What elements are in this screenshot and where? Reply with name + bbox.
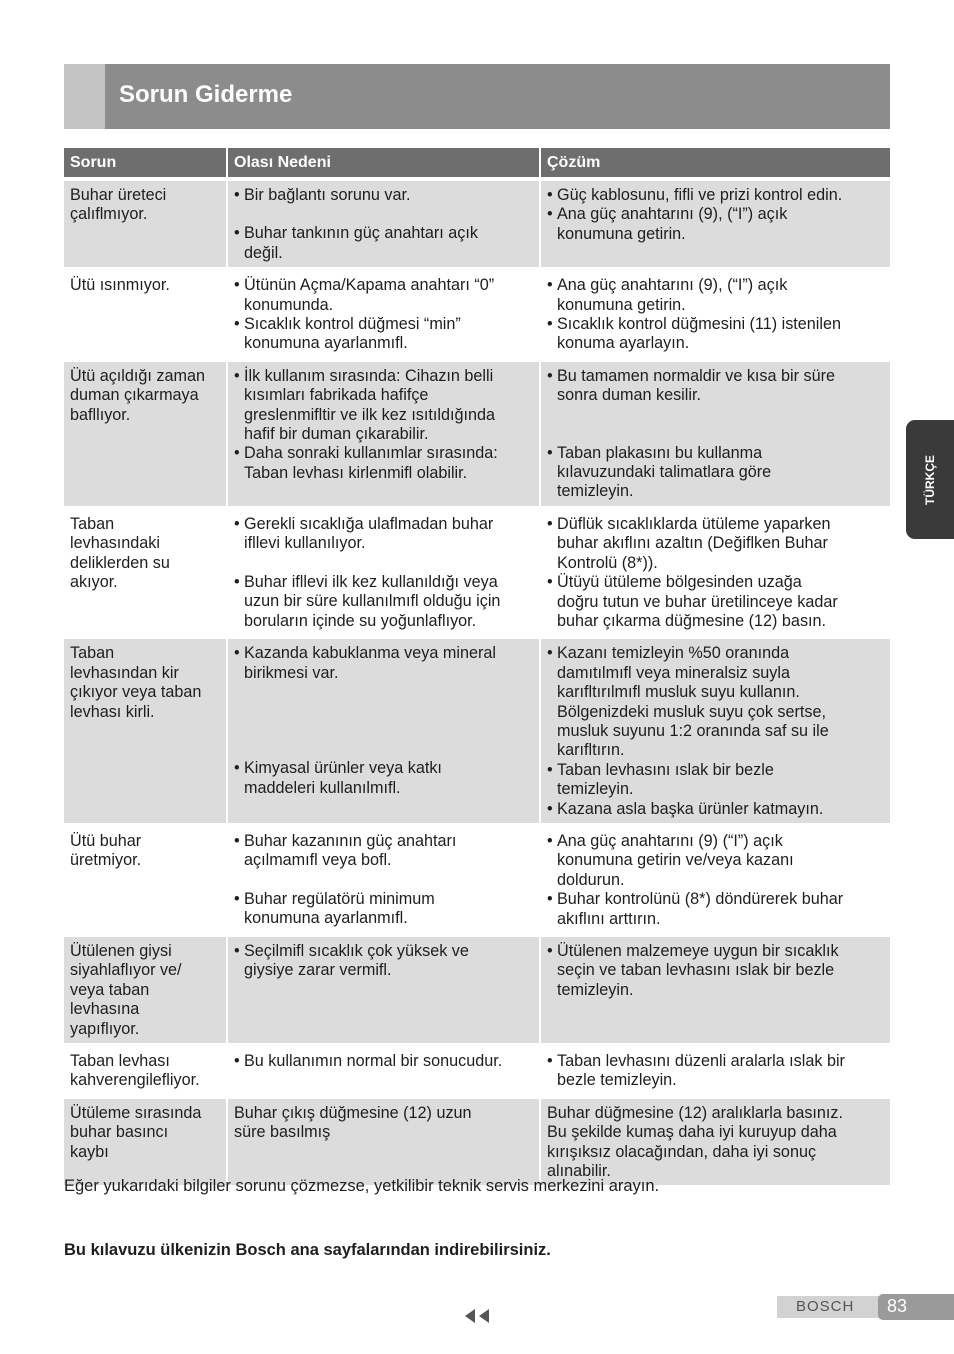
- cell-line: • Güç kablosunu, fifli ve prizi kontrol edin.: [557, 186, 843, 204]
- cell-line: Ütülenen giysi: [70, 942, 172, 960]
- cell-line: doldurun.: [557, 870, 625, 889]
- cell-line: Bu şekilde kumaş daha iyi kuruyup daha: [547, 1123, 837, 1142]
- cell-line: kırışıksız olacağından, daha iyi sonuç: [547, 1142, 817, 1161]
- cell-line: damıtılmıfl veya mineralsiz suyla: [557, 663, 790, 682]
- cause-cell: [227, 360, 540, 508]
- bullet-item: [547, 367, 884, 406]
- cell-line: • Daha sonraki kullanımlar sırasında:: [244, 444, 498, 463]
- cell-line: Taban levhası kirlenmifl olabilir.: [244, 463, 468, 482]
- cell-line: Taban: [70, 644, 115, 663]
- cell-line: karıfltırılmıfl musluk suyu kullanın.: [557, 683, 800, 702]
- cause-cell: [227, 1097, 540, 1186]
- cell-line: alınabilir.: [547, 1162, 611, 1181]
- cell-line: • Seçilmifl sıcaklık çok yüksek ve: [244, 942, 469, 960]
- cell-line: konumunda.: [244, 295, 334, 314]
- bullet-item: [234, 186, 533, 205]
- cause-cell: [227, 179, 540, 269]
- bullet-item: [547, 315, 884, 354]
- cell-line: akıflını arttırın.: [557, 909, 661, 928]
- cell-line: ifllevi kullanılıyor.: [244, 534, 366, 553]
- cell-line: bafllıyor.: [70, 405, 131, 424]
- cell-line: kahverengilefliyor.: [70, 1071, 200, 1090]
- solution-cell: [540, 508, 890, 637]
- bullet-item: [234, 444, 533, 483]
- cell-line: uzun bir süre kullanılmıfl olduğu için: [244, 592, 501, 611]
- cell-line: temizleyin.: [557, 980, 634, 999]
- cell-line: birikmesi var.: [244, 663, 339, 682]
- solution-cell: [540, 1097, 890, 1186]
- brand-footer-bar: [777, 1296, 954, 1318]
- cell-line: konumuna getirin ve/veya kazanı: [557, 851, 794, 870]
- cell-line: kaybı: [70, 1142, 109, 1161]
- cell-line: konumuna ayarlanmıfl.: [244, 334, 408, 353]
- bullet-item: [234, 515, 533, 554]
- cell-line: • Kimyasal ürünler veya katkı: [244, 759, 442, 778]
- problem-cell: [64, 1045, 227, 1097]
- cell-line: sonra duman kesilir.: [557, 386, 701, 405]
- cell-line: • Bu tamamen normaldir ve kısa bir süre: [557, 366, 835, 385]
- solution-cell: [540, 825, 890, 935]
- solution-cell: [540, 1045, 890, 1097]
- page-number: 83: [887, 1296, 908, 1316]
- bullet-item: [234, 573, 533, 631]
- table-row: [64, 1097, 890, 1186]
- problem-cell: [64, 360, 227, 508]
- bullet-item: [547, 573, 884, 631]
- bullet-item: [547, 186, 884, 205]
- table-row: [64, 637, 890, 825]
- table-row: [64, 825, 890, 935]
- cell-line: karıfltırın.: [557, 741, 625, 760]
- cell-line: • Buhar tankının güç anahtarı açık: [244, 224, 478, 243]
- cell-line: buhar çıkarma düğmesine (12) basın.: [557, 611, 827, 630]
- problem-cell: [64, 935, 227, 1045]
- cell-line: • Bu kullanımın normal bir sonucudur.: [244, 1052, 503, 1071]
- bullet-item: [234, 276, 533, 315]
- bullet-item: [234, 759, 533, 798]
- bullet-item: [547, 890, 884, 929]
- bullet-item: [547, 832, 884, 890]
- table-row: [64, 1045, 890, 1097]
- table-row: [64, 935, 890, 1045]
- cell-line: • Buhar ifllevi ilk kez kullanıldığı veya: [244, 572, 498, 591]
- cause-cell: [227, 269, 540, 360]
- cell-line: süre basılmış: [234, 1123, 331, 1142]
- bullet-item: [547, 942, 884, 1000]
- cell-line: levhası kirli.: [70, 702, 155, 721]
- title-accent-block: [64, 64, 105, 129]
- cause-cell: [227, 637, 540, 825]
- cell-line: doğru tutun ve buhar üretilinceye kadar: [557, 592, 838, 611]
- cell-line: • Taban plakasını bu kullanma: [557, 443, 763, 462]
- cell-line: üretmiyor.: [70, 851, 142, 870]
- cell-line: greslenmifltir ve ilk kez ısıtıldığında: [244, 405, 496, 424]
- table-row: [64, 269, 890, 360]
- bullet-item: [234, 644, 533, 683]
- cell-line: Ütü ısınmıyor.: [70, 276, 170, 295]
- bullet-item: [234, 890, 533, 929]
- bullet-item: [547, 1052, 884, 1091]
- bullet-item: [547, 515, 884, 573]
- cell-line: deliklerden su: [70, 553, 170, 572]
- cell-line: yapıflıyor.: [70, 1019, 140, 1038]
- bullet-item: [234, 367, 533, 445]
- bullet-item: [234, 942, 533, 981]
- solution-cell: [540, 179, 890, 269]
- download-note: Bu kılavuzu ülkenizin Bosch ana sayfalarından indirebilirsiniz.: [64, 1241, 551, 1259]
- cell-line: Buhar üreteci: [70, 186, 167, 204]
- cause-cell: [227, 508, 540, 637]
- cell-line: buhar akıflını azaltın (Değiflken Buhar: [557, 534, 828, 553]
- cell-line: • Buhar regülatörü minimum: [244, 889, 435, 908]
- cell-line: açılmamıfl veya bofl.: [244, 851, 392, 870]
- cell-line: Ütü açıldığı zaman: [70, 366, 205, 385]
- problem-cell: [64, 1097, 227, 1186]
- bullet-item: [234, 832, 533, 871]
- cause-cell: [227, 825, 540, 935]
- cell-line: Buhar düğmesine (12) aralıklarla basınız.: [547, 1103, 844, 1122]
- cell-line: levhasından kir: [70, 663, 179, 682]
- brand-name: BOSCH: [796, 1298, 855, 1315]
- double-left-arrow-icon[interactable]: [463, 1307, 493, 1325]
- bullet-item: [547, 444, 884, 502]
- cell-line: Buhar çıkış düğmesine (12) uzun: [234, 1103, 472, 1122]
- cell-line: • Sıcaklık kontrol düğmesi “min”: [244, 315, 461, 334]
- troubleshooting-table: [64, 148, 890, 1185]
- cell-line: • Kazana asla başka ürünler katmayın.: [557, 799, 824, 818]
- solution-cell: [540, 935, 890, 1045]
- cell-line: Ütüleme sırasında: [70, 1103, 202, 1122]
- solution-cell: [540, 637, 890, 825]
- table-row: [64, 508, 890, 637]
- bullet-item: [547, 644, 884, 760]
- cause-cell: [227, 935, 540, 1045]
- problem-cell: [64, 179, 227, 269]
- language-tab-label: TÜRKÇE: [923, 454, 937, 505]
- cell-line: veya taban: [70, 980, 150, 999]
- cell-line: konumuna ayarlanmıfl.: [244, 909, 408, 928]
- cell-line: • Kazanda kabuklanma veya mineral: [244, 644, 496, 663]
- table-row: [64, 179, 890, 269]
- bullet-item: [547, 761, 884, 800]
- cell-line: • Bir bağlantı sorunu var.: [244, 186, 411, 204]
- cell-line: çıkıyor veya taban: [70, 683, 202, 702]
- cell-line: • Gerekli sıcaklığa ulaflmadan buhar: [244, 514, 494, 533]
- column-header-solution: Çözüm: [540, 148, 890, 179]
- bullet-item: [234, 315, 533, 354]
- table-row: [64, 360, 890, 508]
- cell-line: temizleyin.: [557, 780, 634, 799]
- page-number-badge: [878, 1294, 954, 1320]
- cell-line: • Ana güç anahtarını (9) (“I”) açık: [557, 831, 783, 850]
- cell-line: levhasına: [70, 1000, 140, 1019]
- cell-line: • Ana güç anahtarını (9), (“I”) açık: [557, 276, 788, 295]
- cell-line: giysiye zarar vermifl.: [244, 961, 392, 980]
- bullet-item: [234, 224, 533, 263]
- cell-line: Ütü buhar: [70, 831, 142, 850]
- cell-line: konumuna getirin.: [557, 295, 686, 314]
- cell-line: • Ütünün Açma/Kapama anahtarı “0”: [244, 276, 495, 295]
- bullet-item: [547, 276, 884, 315]
- cell-line: akıyor.: [70, 573, 118, 592]
- cell-line: kılavuzundaki talimatlara göre: [557, 463, 772, 482]
- cell-line: • Taban levhasını düzenli aralarla ıslak bir: [557, 1052, 845, 1071]
- bullet-item: [547, 800, 884, 819]
- solution-cell: [540, 269, 890, 360]
- cell-line: çalıflmıyor.: [70, 205, 148, 224]
- cell-line: • Kazanı temizleyin %50 oranında: [557, 644, 790, 663]
- cell-line: boruların içinde su yoğunlaflıyor.: [244, 611, 477, 630]
- cell-line: seçin ve taban levhasını ıslak bir bezle: [557, 961, 835, 980]
- cell-line: Kontrolü (8*)).: [557, 553, 658, 572]
- cell-line: • Düflük sıcaklıklarda ütüleme yaparken: [557, 514, 831, 533]
- cell-line: temizleyin.: [557, 482, 634, 501]
- cell-line: • Sıcaklık kontrol düğmesini (11) istenilen: [557, 315, 842, 334]
- cause-cell: [227, 1045, 540, 1097]
- cell-line: • Taban levhasını ıslak bir bezle: [557, 760, 774, 779]
- cell-line: değil.: [244, 243, 283, 262]
- cell-line: Taban levhası: [70, 1052, 170, 1071]
- cell-line: Taban: [70, 514, 115, 533]
- cell-line: konuma ayarlayın.: [557, 334, 690, 353]
- problem-cell: [64, 825, 227, 935]
- cell-line: kısımları fabrikada hafifçe: [244, 386, 429, 405]
- cell-line: Bölgenizdeki musluk suyu çok sertse,: [557, 702, 827, 721]
- solution-cell: [540, 360, 890, 508]
- cell-line: duman çıkarmaya: [70, 386, 199, 405]
- problem-cell: [64, 508, 227, 637]
- bullet-item: [234, 1052, 533, 1071]
- language-tab[interactable]: [906, 420, 954, 539]
- cell-line: maddeleri kullanılmıfl.: [244, 778, 401, 797]
- cell-line: musluk suyunu 1:2 oranında saf su ile: [557, 721, 829, 740]
- service-note: Eğer yukarıdaki bilgiler sorunu çözmezse, yetkilibir teknik servis merkezini arayın.: [64, 1177, 660, 1195]
- problem-cell: [64, 637, 227, 825]
- cell-line: buhar basıncı: [70, 1123, 169, 1142]
- cell-line: • Ütülenen malzemeye uygun bir sıcaklık: [557, 942, 839, 960]
- cell-line: • Ana güç anahtarını (9), (“I”) açık: [557, 205, 788, 224]
- cell-line: • Buhar kontrolünü (8*) döndürerek buhar: [557, 890, 844, 909]
- cell-line: bezle temizleyin.: [557, 1071, 677, 1090]
- cell-line: hafif bir duman çıkarabilir.: [244, 425, 429, 444]
- bullet-item: [547, 205, 884, 244]
- cell-line: • Buhar kazanının güç anahtarı: [244, 831, 457, 850]
- problem-cell: [64, 269, 227, 360]
- cell-line: • Ütüyü ütüleme bölgesinden uzağa: [557, 573, 802, 592]
- title-bar: [64, 64, 890, 129]
- cell-line: konumuna getirin.: [557, 224, 686, 243]
- cell-line: • İlk kullanım sırasında: Cihazın belli: [244, 366, 494, 385]
- cell-line: siyahlaflıyor ve/: [70, 961, 182, 980]
- table-header-row: [64, 148, 890, 179]
- page-title: Sorun Giderme: [119, 81, 293, 108]
- column-header-cause: Olası Nedeni: [227, 148, 540, 179]
- column-header-problem: Sorun: [64, 148, 227, 179]
- cell-line: levhasındaki: [70, 534, 160, 553]
